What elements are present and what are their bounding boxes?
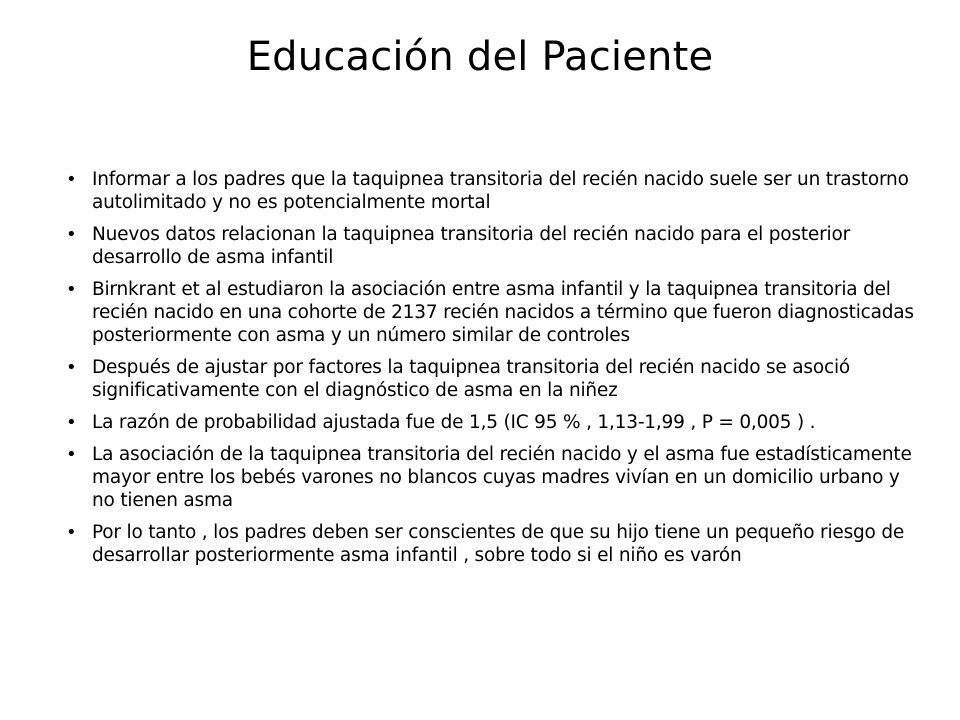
bullet-text: La asociación de la taquipnea transitoria del recién nacido y el asma fue estadísticamente mayor entre los bebés varones no blancos cuyas madres vivían en un domicilio urbano y no tienen asma: [92, 444, 912, 511]
bullet-list: [58, 168, 916, 576]
slide-title: Educación del Paciente: [246, 34, 714, 80]
bullet-text: Informar a los padres que la taquipnea transitoria del recién nacido suele ser un trastorno autolimitado y no es potencialmente mortal: [92, 169, 909, 213]
bullet-icon: •: [66, 444, 77, 465]
bullet-text: La razón de probabilidad ajustada fue de 1,5 (IC 95 % , 1,13-1,99 , P = 0,005 ) .: [92, 412, 816, 433]
bullet-icon: •: [66, 412, 77, 433]
bullet-icon: •: [66, 522, 77, 543]
bullet-text: Nuevos datos relacionan la taquipnea transitoria del recién nacido para el posterior desarrollo de asma infantil: [92, 224, 850, 268]
bullet-text: Por lo tanto , los padres deben ser conscientes de que su hijo tiene un pequeño riesgo de desarrollar posteriormente asma infantil , sobre todo si el niño es varón: [92, 522, 905, 566]
bullet-icon: •: [66, 357, 77, 378]
bullet-icon: •: [66, 169, 77, 190]
list-item: [58, 168, 916, 214]
bullet-text: Después de ajustar por factores la taquipnea transitoria del recién nacido se asoció significativamente con el diagnóstico de asma en la niñez: [92, 357, 851, 401]
list-item: [58, 521, 916, 567]
list-item: [58, 443, 916, 512]
bullet-icon: •: [66, 224, 77, 245]
bullet-icon: •: [66, 279, 77, 300]
list-item: [58, 356, 916, 402]
list-item: [58, 411, 916, 434]
list-item: [58, 278, 916, 347]
bullet-text: Birnkrant et al estudiaron la asociación entre asma infantil y la taquipnea transitoria del recién nacido en una cohorte de 2137 recién nacidos a término que fueron diagnosticadas posteriormente con asma y un número similar de controles: [92, 279, 914, 346]
list-item: [58, 223, 916, 269]
